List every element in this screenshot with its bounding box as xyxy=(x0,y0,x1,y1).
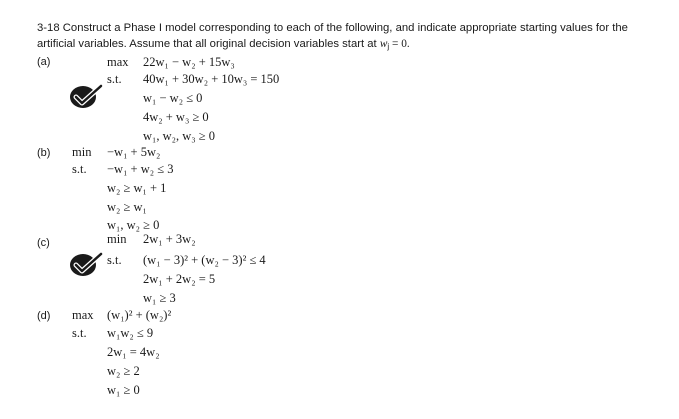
part-b-c4: w₁, w₂ ≥ 0 xyxy=(107,218,160,232)
checkmark-badge-icon xyxy=(68,84,104,110)
problem-statement xyxy=(37,20,667,52)
part-d-label: (d) xyxy=(37,310,51,322)
part-b-c1: −w₁ + w₂ ≤ 3 xyxy=(107,162,174,176)
part-d-c1: w₁w₂ ≤ 9 xyxy=(107,326,154,340)
part-d-sense: max xyxy=(72,308,94,322)
part-b-st: s.t. xyxy=(72,162,87,176)
part-c-c2: 2w₁ + 2w₂ = 5 xyxy=(143,272,216,286)
part-b-objective: −w₁ + 5w₂ xyxy=(107,145,161,159)
start-var: w xyxy=(379,38,388,50)
part-a-st: s.t. xyxy=(107,72,122,86)
part-a-label: (a) xyxy=(37,56,51,68)
part-c-st: s.t. xyxy=(107,253,122,267)
problem-intro: Construct a Phase I model corresponding to each of the following, and indicate appropriate starting values for the artificial variables. Assume that all original decision variables start at xyxy=(37,22,628,50)
checkmark-badge-icon xyxy=(68,252,104,278)
part-b-sense: min xyxy=(72,145,92,159)
part-d-c3: w₂ ≥ 2 xyxy=(107,364,140,378)
problem-number: 3-18 xyxy=(37,22,60,34)
part-c-c3: w₁ ≥ 3 xyxy=(143,291,176,305)
part-d-st: s.t. xyxy=(72,326,87,340)
part-a-objective: 22w₁ − w₂ + 15w₃ xyxy=(143,55,235,69)
part-b-c2: w₂ ≥ w₁ + 1 xyxy=(107,181,167,195)
part-c-objective: 2w₁ + 3w₂ xyxy=(143,232,196,246)
part-d-objective: (w₁)² + (w₂)² xyxy=(107,308,172,322)
part-a-sense: max xyxy=(107,55,129,69)
part-a-c3: 4w₂ + w₃ ≥ 0 xyxy=(143,110,209,124)
part-c-label: (c) xyxy=(37,237,50,249)
part-a-c4: w₁, w₂, w₃ ≥ 0 xyxy=(143,129,216,143)
part-a-c1: 40w₁ + 30w₂ + 10w₃ = 150 xyxy=(143,72,280,86)
part-b-c3: w₂ ≥ w₁ xyxy=(107,200,147,214)
part-d-c4: w₁ ≥ 0 xyxy=(107,383,140,397)
part-a-c2: w₁ − w₂ ≤ 0 xyxy=(143,91,203,105)
part-b-label: (b) xyxy=(37,147,51,159)
part-c-sense: min xyxy=(107,232,127,246)
part-d-c2: 2w₁ = 4w₂ xyxy=(107,345,160,359)
part-c-c1: (w₁ − 3)² + (w₂ − 3)² ≤ 4 xyxy=(143,253,266,267)
start-tail: = 0. xyxy=(389,38,410,50)
start-var-sub: j xyxy=(387,42,390,51)
